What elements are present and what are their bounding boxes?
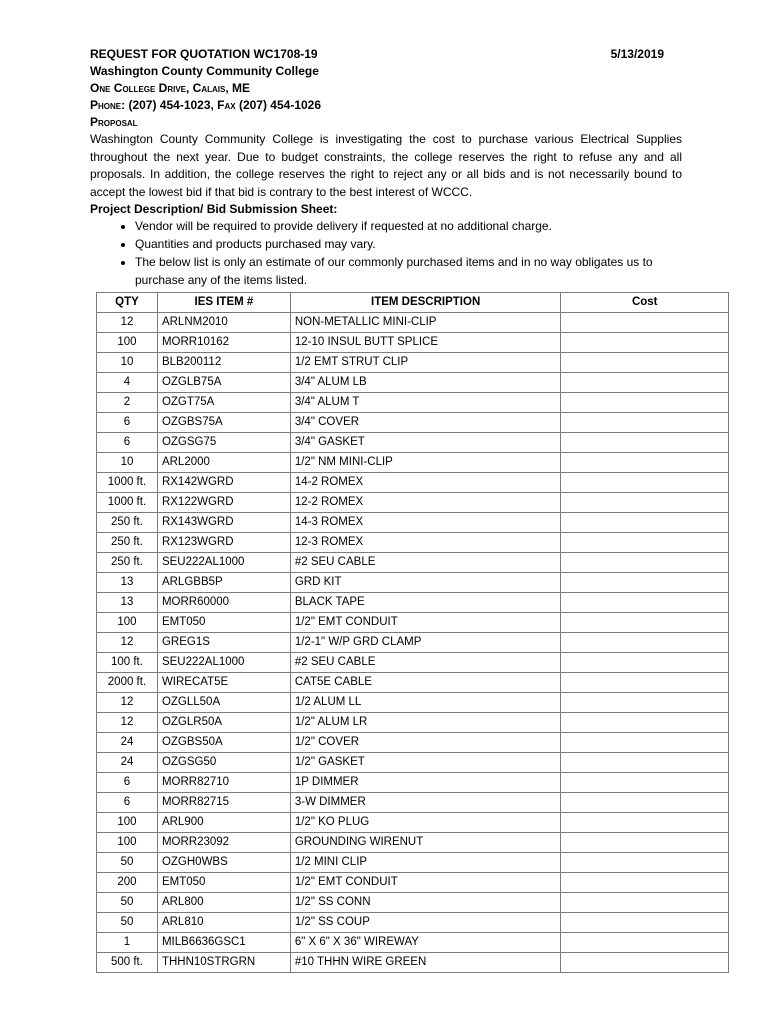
description-cell: 12-2 ROMEX — [290, 493, 561, 513]
ies-item-cell: EMT050 — [157, 613, 290, 633]
description-cell: 14-3 ROMEX — [290, 513, 561, 533]
description-cell: 12-3 ROMEX — [290, 533, 561, 553]
ies-item-cell: ARL810 — [157, 913, 290, 933]
qty-cell: 13 — [97, 593, 158, 613]
ies-item-cell: MORR23092 — [157, 833, 290, 853]
table-body — [97, 313, 729, 973]
description-cell: 12-10 INSUL BUTT SPLICE — [290, 333, 561, 353]
qty-cell: 100 — [97, 613, 158, 633]
ies-item-cell: OZGLR50A — [157, 713, 290, 733]
qty-cell: 10 — [97, 453, 158, 473]
cost-cell[interactable] — [561, 533, 729, 553]
document-page — [90, 46, 728, 290]
qty-cell: 100 — [97, 333, 158, 353]
table-row — [97, 393, 729, 413]
description-cell: #2 SEU CABLE — [290, 653, 561, 673]
qty-cell: 250 ft. — [97, 513, 158, 533]
ies-item-cell: OZGBS50A — [157, 733, 290, 753]
cost-cell[interactable] — [561, 693, 729, 713]
ies-item-cell: OZGH0WBS — [157, 853, 290, 873]
qty-cell: 2000 ft. — [97, 673, 158, 693]
table-row — [97, 953, 729, 973]
qty-cell: 1000 ft. — [97, 473, 158, 493]
cost-cell[interactable] — [561, 613, 729, 633]
cost-cell[interactable] — [561, 633, 729, 653]
table-row — [97, 453, 729, 473]
qty-cell: 10 — [97, 353, 158, 373]
table-row — [97, 813, 729, 833]
qty-cell: 250 ft. — [97, 533, 158, 553]
cost-cell[interactable] — [561, 513, 729, 533]
ies-item-cell: BLB200112 — [157, 353, 290, 373]
ies-item-cell: RX123WGRD — [157, 533, 290, 553]
table-row — [97, 493, 729, 513]
cost-cell[interactable] — [561, 673, 729, 693]
description-cell: 1/2" COVER — [290, 733, 561, 753]
description-header: ITEM DESCRIPTION — [290, 293, 561, 313]
qty-cell: 6 — [97, 773, 158, 793]
description-cell: GROUNDING WIRENUT — [290, 833, 561, 853]
table-row — [97, 853, 729, 873]
qty-cell: 12 — [97, 693, 158, 713]
table-row — [97, 473, 729, 493]
description-cell: GRD KIT — [290, 573, 561, 593]
cost-cell[interactable] — [561, 913, 729, 933]
cost-cell[interactable] — [561, 333, 729, 353]
cost-cell[interactable] — [561, 433, 729, 453]
qty-cell: 100 — [97, 813, 158, 833]
cost-cell[interactable] — [561, 793, 729, 813]
cost-cell[interactable] — [561, 413, 729, 433]
ies-item-cell: ARL800 — [157, 893, 290, 913]
description-cell: 3/4" ALUM T — [290, 393, 561, 413]
ies-item-cell: EMT050 — [157, 873, 290, 893]
qty-cell: 24 — [97, 733, 158, 753]
cost-cell[interactable] — [561, 833, 729, 853]
items-table — [96, 292, 729, 973]
ies-item-cell: ARL2000 — [157, 453, 290, 473]
description-cell: 1/2 EMT STRUT CLIP — [290, 353, 561, 373]
college-phone: Phone: (207) 454-1023, Fax (207) 454-1026 — [90, 98, 322, 112]
description-cell: 1/2" EMT CONDUIT — [290, 613, 561, 633]
table-row — [97, 693, 729, 713]
qty-cell: 100 ft. — [97, 653, 158, 673]
cost-cell[interactable] — [561, 593, 729, 613]
ies-item-cell: ARLGBB5P — [157, 573, 290, 593]
description-cell: 1/2 ALUM LL — [290, 693, 561, 713]
cost-cell[interactable] — [561, 873, 729, 893]
description-cell: BLACK TAPE — [290, 593, 561, 613]
section-heading: Proposal — [90, 115, 138, 129]
cost-cell[interactable] — [561, 773, 729, 793]
table-row — [97, 733, 729, 753]
qty-cell: 50 — [97, 853, 158, 873]
qty-cell: 6 — [97, 433, 158, 453]
table-row — [97, 913, 729, 933]
cost-cell[interactable] — [561, 893, 729, 913]
rfq-date: 5/13/2019 — [610, 47, 664, 61]
table-row — [97, 753, 729, 773]
description-cell: 1/2" SS CONN — [290, 893, 561, 913]
cost-cell[interactable] — [561, 553, 729, 573]
bullet-item: • The below list is only an estimate of our commonly purchased items and in no way obligates us to purchase any of the items listed. — [135, 254, 680, 290]
table-row — [97, 333, 729, 353]
table-row — [97, 613, 729, 633]
qty-cell: 200 — [97, 873, 158, 893]
table-row — [97, 553, 729, 573]
table-row — [97, 713, 729, 733]
project-heading: Project Description/ Bid Submission Sheet: — [90, 202, 338, 217]
table-row — [97, 573, 729, 593]
qty-cell: 6 — [97, 413, 158, 433]
cost-cell[interactable] — [561, 313, 729, 333]
description-cell: 6" X 6" X 36" WIREWAY — [290, 933, 561, 953]
cost-cell[interactable] — [561, 453, 729, 473]
table-row — [97, 353, 729, 373]
description-cell: 1/2" NM MINI-CLIP — [290, 453, 561, 473]
description-cell: #10 THHN WIRE GREEN — [290, 953, 561, 973]
ies-item-cell: MORR82715 — [157, 793, 290, 813]
ies-item-cell: MILB6636GSC1 — [157, 933, 290, 953]
description-cell: #2 SEU CABLE — [290, 553, 561, 573]
college-name: Washington County Community College — [90, 64, 319, 78]
ies-item-cell: RX122WGRD — [157, 493, 290, 513]
table-row — [97, 373, 729, 393]
qty-cell: 50 — [97, 913, 158, 933]
description-cell: 3/4" GASKET — [290, 433, 561, 453]
qty-cell: 1000 ft. — [97, 493, 158, 513]
ies-item-cell: ARL900 — [157, 813, 290, 833]
table-row — [97, 653, 729, 673]
cost-cell[interactable] — [561, 953, 729, 973]
cost-cell[interactable] — [561, 753, 729, 773]
qty-cell: 12 — [97, 713, 158, 733]
rfq-title: REQUEST FOR QUOTATION WC1708-19 — [90, 47, 318, 61]
qty-cell: 12 — [97, 313, 158, 333]
ies-item-cell: GREG1S — [157, 633, 290, 653]
qty-cell: 500 ft. — [97, 953, 158, 973]
table-row — [97, 793, 729, 813]
ies-item-cell: RX142WGRD — [157, 473, 290, 493]
ies-item-cell: OZGT75A — [157, 393, 290, 413]
cost-cell[interactable] — [561, 373, 729, 393]
qty-header: QTY — [97, 293, 158, 313]
cost-cell[interactable] — [561, 813, 729, 833]
table-row — [97, 593, 729, 613]
table-row — [97, 773, 729, 793]
ies-item-cell: OZGLL50A — [157, 693, 290, 713]
college-address: One College Drive, Calais, ME — [90, 81, 251, 95]
qty-cell: 13 — [97, 573, 158, 593]
ies-item-cell: MORR82710 — [157, 773, 290, 793]
bullet-list — [90, 218, 680, 289]
description-cell: 1P DIMMER — [290, 773, 561, 793]
cost-cell[interactable] — [561, 573, 729, 593]
table-row — [97, 313, 729, 333]
ies-item-cell: OZGLB75A — [157, 373, 290, 393]
table-row — [97, 833, 729, 853]
qty-cell: 100 — [97, 833, 158, 853]
header-line — [90, 46, 728, 63]
description-cell: 1/2-1" W/P GRD CLAMP — [290, 633, 561, 653]
description-cell: 3-W DIMMER — [290, 793, 561, 813]
table-row — [97, 893, 729, 913]
cost-header: Cost — [561, 293, 729, 313]
cost-cell[interactable] — [561, 853, 729, 873]
description-cell: CAT5E CABLE — [290, 673, 561, 693]
qty-cell: 250 ft. — [97, 553, 158, 573]
description-cell: 14-2 ROMEX — [290, 473, 561, 493]
description-cell: 1/2" EMT CONDUIT — [290, 873, 561, 893]
qty-cell: 4 — [97, 373, 158, 393]
ies-item-cell: ARLNM2010 — [157, 313, 290, 333]
intro-paragraph: Washington County Community College is investigating the cost to purchase various Electrical Supplies throughout the next year. Due to budget constraints, the college reserves the right to refuse any and all proposals. In addition, the college reserves the right to reject any or all bids and is not necessarily bound to accept the lowest bid if that bid is contrary to the best interest of WCCC. — [90, 132, 682, 199]
qty-cell: 2 — [97, 393, 158, 413]
table-row — [97, 673, 729, 693]
cost-cell[interactable] — [561, 393, 729, 413]
cost-cell[interactable] — [561, 713, 729, 733]
ies-item-cell: OZGBS75A — [157, 413, 290, 433]
ies-item-cell: RX143WGRD — [157, 513, 290, 533]
cost-cell[interactable] — [561, 653, 729, 673]
table-row — [97, 633, 729, 653]
cost-cell[interactable] — [561, 473, 729, 493]
table-row — [97, 433, 729, 453]
cost-cell[interactable] — [561, 493, 729, 513]
description-cell: 3/4" COVER — [290, 413, 561, 433]
qty-cell: 6 — [97, 793, 158, 813]
qty-cell: 12 — [97, 633, 158, 653]
description-cell: 1/2" SS COUP — [290, 913, 561, 933]
description-cell: 3/4" ALUM LB — [290, 373, 561, 393]
table-row — [97, 413, 729, 433]
table-row — [97, 933, 729, 953]
bullet-item: • Vendor will be required to provide delivery if requested at no additional charge. — [135, 218, 680, 236]
ies-item-cell: OZGSG50 — [157, 753, 290, 773]
ies-item-cell: MORR10162 — [157, 333, 290, 353]
cost-cell[interactable] — [561, 733, 729, 753]
description-cell: 1/2" ALUM LR — [290, 713, 561, 733]
cost-cell[interactable] — [561, 353, 729, 373]
ies-item-cell: THHN10STRGRN — [157, 953, 290, 973]
ies-item-cell: WIRECAT5E — [157, 673, 290, 693]
qty-cell: 1 — [97, 933, 158, 953]
ies-item-cell: OZGSG75 — [157, 433, 290, 453]
table-row — [97, 513, 729, 533]
description-cell: NON-METALLIC MINI-CLIP — [290, 313, 561, 333]
table-header-row — [97, 293, 729, 313]
qty-cell: 50 — [97, 893, 158, 913]
table-row — [97, 533, 729, 553]
qty-cell: 24 — [97, 753, 158, 773]
description-cell: 1/2 MINI CLIP — [290, 853, 561, 873]
ies-item-cell: MORR60000 — [157, 593, 290, 613]
ies-item-header: IES ITEM # — [157, 293, 290, 313]
ies-item-cell: SEU222AL1000 — [157, 653, 290, 673]
cost-cell[interactable] — [561, 933, 729, 953]
table-row — [97, 873, 729, 893]
description-cell: 1/2" GASKET — [290, 753, 561, 773]
ies-item-cell: SEU222AL1000 — [157, 553, 290, 573]
bullet-item: • Quantities and products purchased may vary. — [135, 236, 680, 254]
description-cell: 1/2" KO PLUG — [290, 813, 561, 833]
